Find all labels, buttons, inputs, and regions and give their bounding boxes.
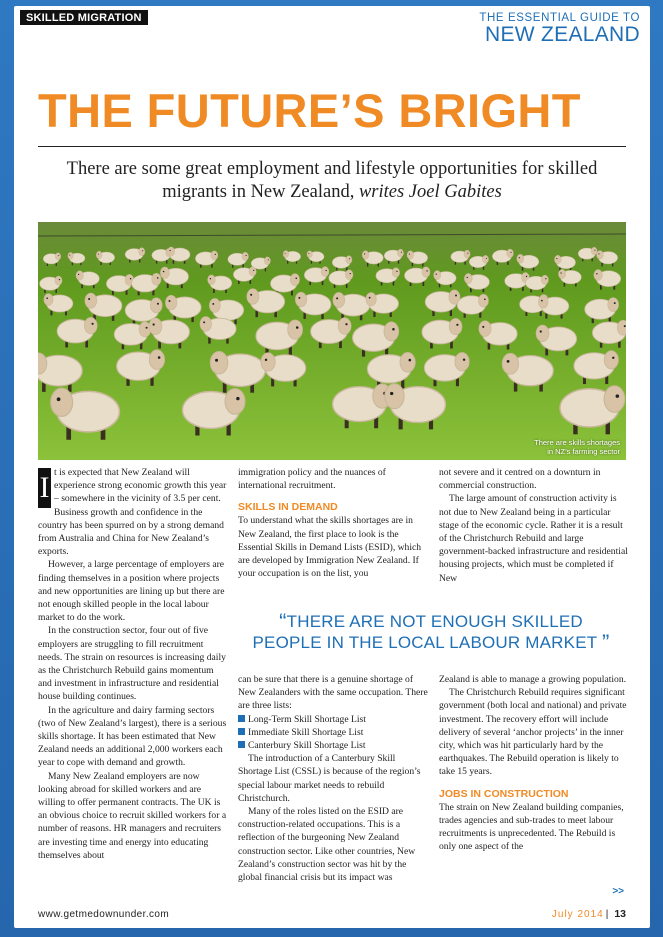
open-quote-mark: “ [279,609,287,634]
column-2-top [238,466,428,580]
footer-date: July 2014 [551,909,604,920]
paragraph-text: t is expected that New Zealand will experience strong economic growth this year – somewhere in the vicinity of 3.5 per cent. Business growth and confidence in the country has been spurred on by a strong demand from Australia and China for New Zealand’s exports. [38,467,227,558]
sheep-photo [38,222,626,460]
pull-quote-line-2 [236,632,626,653]
bullet-square-icon [238,715,245,722]
paragraph [38,466,228,558]
paragraph: To understand what the skills shortages are in New Zealand, the first place to look is the Essential Skills in Demand Lists (ESID), which are developed by Immigration New Zealand. If your occupation is on the list, you [238,515,422,580]
list-item-text: Canterbury Skill Shortage List [248,740,366,752]
caption-line-2: in NZ’s farming sector [547,447,620,456]
continue-arrow-icon: >> [612,886,624,897]
pull-quote-text-2: PEOPLE IN THE LOCAL LABOUR MARKET [252,633,598,652]
column-2-bottom [238,673,428,884]
standfirst-text: There are some great employment and lifestyle opportunities for skilled migrants in New Zealand, [66,159,598,202]
divider [38,146,626,147]
paragraph: immigration policy and the nuances of international recruitment. [238,467,386,492]
subhead-jobs-in-construction: JOBS IN CONSTRUCTION [439,787,569,800]
subhead-skills-in-demand: SKILLS IN DEMAND [238,501,338,514]
paragraph: Many New Zealand employers are now looking abroad for skilled workers and are willing to offer permanent contracts. The UK is an obvious choice to recruit skilled workers for a number of reasons. HR managers and recruiters are investing time and energy into educating themselves about [38,770,227,861]
pull-quote-text-1: THERE ARE NOT ENOUGH SKILLED [286,612,583,631]
paragraph: In the agriculture and dairy farming sectors (two of New Zealand’s largest), there is a serious skills shortage. It has been estimated that New Zealand needs an additional 2,000 workers each year to cope with demand and growth. [38,704,227,769]
column-3-bottom [439,673,629,853]
section-label: SKILLED MIGRATION [20,10,148,25]
brand-tagline: THE ESSENTIAL GUIDE TO [479,12,640,24]
list-item [238,739,428,752]
paragraph: The strain on New Zealand building companies, trades agencies and sub-trades to meet labour recruitments is unprecedented. The Rebuild is only one aspect of the [439,801,624,853]
photo-caption [534,438,620,456]
brand-title: NEW ZEALAND [485,23,640,46]
magazine-page [14,6,650,928]
headline: THE FUTURE’S BRIGHT [38,84,581,137]
footer-separator: | [605,909,609,920]
paragraph: The Christchurch Rebuild requires significant government (both local and national) and private investment. The recovery effort will include delivery of several ‘anchor projects’ in the inner city, which was hit particularly hard by the earthquakes. The Rebuild operation is likely to take 15 years. [439,687,627,778]
pull-quote [236,611,626,653]
list-item [238,726,428,739]
list-item [238,713,428,726]
paragraph: Many of the roles listed on the ESID are construction-related occupations. This is a reflection of the burgeoning New Zealand construction sector. Like other countries, New Zealand’s construction sector was hit by the global financial crisis but its impact was [238,806,416,884]
bullet-square-icon [238,728,245,735]
list-item-text: Long-Term Skill Shortage List [248,713,366,725]
pull-quote-line-1 [236,611,626,632]
footer-issue [552,908,626,920]
paragraph: Zealand is able to manage a growing population. [439,674,627,685]
close-quote-mark: ” [601,630,610,655]
byline: writes Joel Gabites [358,182,502,202]
paragraph: The large amount of construction activity is not due to New Zealand being in a particular stage of the economic cycle. Rather it is a result of the Christchurch Rebuild and large government-backed infrastructure and residential housing projects, which must be completed if New [439,493,628,584]
page-number: 13 [614,908,626,920]
caption-line-1: There are skills shortages [534,438,620,447]
paragraph: In the construction sector, four out of five employers are struggling to fill recruitment needs. The strain on resources is increasing daily as the Christchurch Rebuild gains momentum and investment in infrastructure and residential house building continues. [38,625,226,703]
paragraph: The introduction of a Canterbury Skill Shortage List (CSSL) is because of the region’s special labour market needs to rebuild Christchurch. [238,753,421,804]
paragraph: can be sure that there is a genuine shortage of New Zealanders with the same occupation. There are three lists: [238,674,428,712]
bullet-square-icon [238,741,245,748]
list-item-text: Immediate Skill Shortage List [248,726,364,738]
column-1 [38,466,228,891]
column-3-top [439,466,629,585]
dropcap: I [38,468,51,508]
sheep-flock-illustration [38,222,626,460]
standfirst [38,158,626,204]
footer-url: www.getmedownunder.com [38,909,170,920]
brand-masthead [479,12,640,46]
paragraph: However, a large percentage of employers are finding themselves in a position where projects and new opportunities are lining up but there are not enough skilled people in the local labour market to do the work. [38,559,225,624]
paragraph: not severe and it centred on a downturn in commercial construction. [439,467,601,492]
